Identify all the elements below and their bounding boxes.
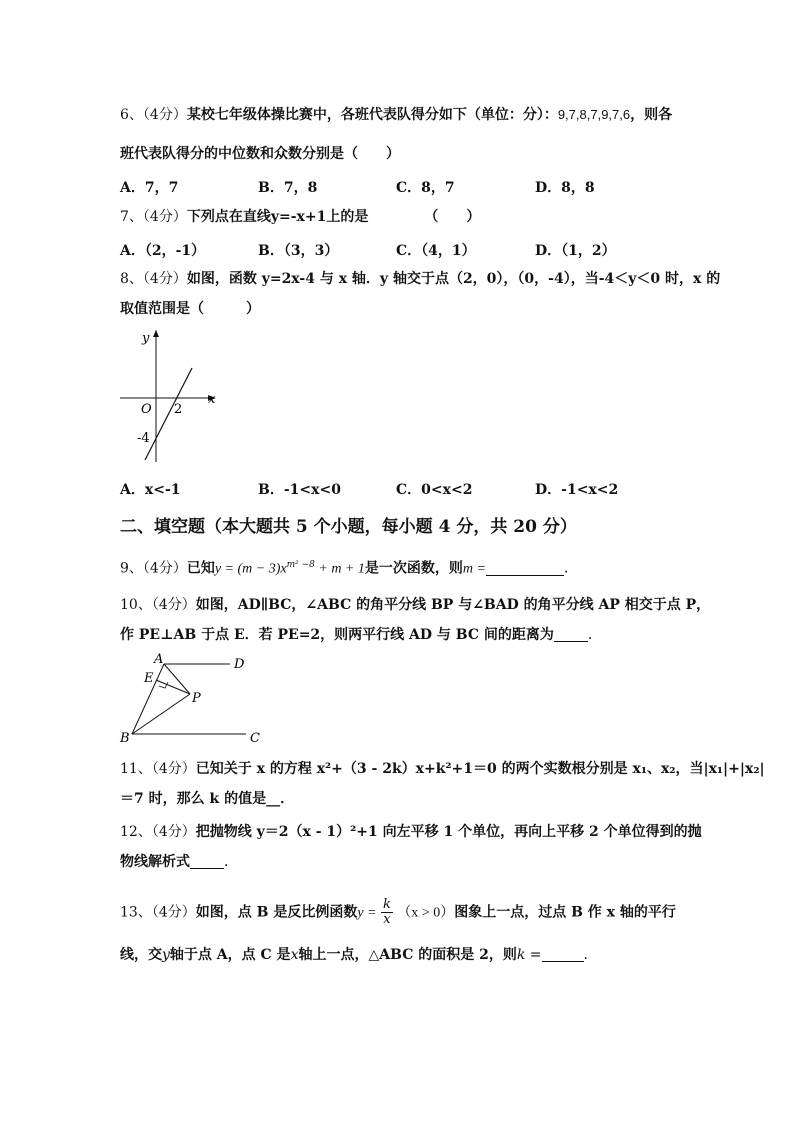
q13-line2-c: 轴上一点，△ABC 的面积是 2，则: [298, 947, 517, 963]
q9-formula-exp: m² −8: [286, 560, 315, 570]
q13-line2-x: x: [290, 947, 299, 963]
q9-formula-b: + m + 1: [314, 561, 365, 577]
q8-number: 8、（4分）: [120, 271, 187, 287]
q9-answer-blank[interactable]: [486, 561, 564, 576]
q11-number: 11、（4分）: [120, 761, 196, 777]
q7-option-c: C．（4，1）: [396, 243, 476, 259]
q11-text1: 已知关于 x 的方程 x²+（3 - 2k）x+k²+1＝0 的两个实数根分别是 x₁、x₂，当|x₁|+|x₂|: [195, 761, 765, 777]
q13-line2: [120, 946, 598, 964]
q6-option-d: D．8，8: [535, 180, 595, 196]
y-tick-label: -4: [137, 431, 150, 446]
q8-option-d: D．-1<x<2: [535, 482, 619, 498]
y-axis-arrow-icon: [153, 330, 159, 337]
q13-line1: [120, 898, 676, 927]
q6-option-b: B．7，8: [258, 180, 318, 196]
q10-figure: [112, 650, 272, 750]
segment-ap: [164, 664, 190, 694]
q9-text-a: 已知: [186, 560, 215, 577]
q10-text2: 作 PE⊥AB 于点 E．若 PE=2，则两平行线 AD 与 BC 间的距离为: [120, 627, 554, 643]
q7-option-b: B．（3，3）: [258, 243, 339, 259]
q13-text-b: 图象上一点，过点 B 作 x 轴的平行: [454, 904, 676, 921]
q11-line2: ＝7 时，那么 k 的值是__．: [120, 791, 295, 807]
x-axis-label: x: [208, 392, 216, 407]
q13-fraction: [381, 898, 393, 927]
x-tick-label: 2: [174, 402, 183, 417]
q12-text1: 把抛物线 y＝2（x - 1）²+1 向左平移 1 个单位，再向上平移 2 个单位得到的抛: [195, 824, 702, 840]
label-c: C: [250, 731, 260, 746]
origin-label: O: [141, 402, 152, 417]
q13-line2-k: k =: [516, 947, 542, 963]
q13-tail: ．: [583, 947, 598, 963]
q8-line1: [120, 270, 720, 288]
q13-frac-den: x: [383, 912, 391, 927]
y-axis-label: y: [142, 331, 150, 346]
q7-line: [120, 208, 480, 226]
q6-text: 某校七年级体操比赛中，各班代表队得分如下（单位：分）：: [186, 107, 558, 123]
q7-number: 7、（4分）: [120, 209, 187, 225]
q9-formula-a: y = (m − 3)x: [214, 561, 287, 577]
q9-line: [120, 556, 578, 579]
q6-line1: [120, 106, 672, 124]
q10-number: 10、（4分）: [120, 597, 196, 613]
q12-text2: 物线解析式: [120, 854, 190, 870]
q12-line2: [120, 853, 238, 871]
q6-option-c: C．8，7: [396, 180, 455, 196]
q12-answer-blank[interactable]: [190, 854, 224, 869]
q6-number: 6、（4分）: [120, 107, 187, 123]
q13-line2-a: 线，交: [120, 947, 162, 963]
q10-answer-blank[interactable]: [554, 627, 588, 642]
q10-tail: ．: [587, 627, 602, 643]
section-title: 二、填空题（本大题共 5 个小题，每小题 4 分，共 20 分）: [120, 517, 577, 537]
q13-answer-blank[interactable]: [542, 947, 584, 962]
q8-option-a: A．x<-1: [120, 482, 181, 498]
label-d: D: [234, 657, 245, 672]
q8-option-c: C．0<x<2: [396, 482, 473, 498]
q7-option-a: A．（2，-1）: [120, 243, 206, 259]
q11-line1: [120, 760, 765, 778]
q6-option-a: A．7，7: [120, 180, 179, 196]
q10-line2: [120, 626, 602, 644]
label-e: E: [144, 671, 154, 686]
q7-paren: （ ）: [424, 209, 481, 225]
q13-frac-num: k: [382, 897, 391, 912]
q10-line1: [120, 596, 710, 614]
q12-number: 12、（4分）: [120, 824, 196, 840]
q6-tail: ，则各: [630, 107, 673, 123]
q6-scores: 9,7,8,7,9,7,6: [557, 107, 631, 122]
q9-number: 9、（4分）: [120, 560, 187, 577]
q9-formula-c: m =: [462, 561, 486, 577]
q8-line2: 取值范围是（ ）: [120, 301, 260, 317]
q13-text-a: 如图，点 B 是反比例函数: [195, 904, 358, 921]
q12-tail: ．: [224, 854, 238, 870]
label-a: A: [154, 652, 164, 667]
q8-graph: [112, 326, 224, 466]
q7-text: 下列点在直线y=-x+1上的是: [186, 209, 369, 225]
label-b: B: [120, 731, 130, 746]
q13-formula-y: y =: [357, 905, 377, 921]
q13-line2-b: 轴于点 A，点 C 是: [169, 947, 291, 963]
q13-formula-cond: （x > 0）: [397, 905, 455, 921]
q9-tail: ．: [563, 560, 578, 577]
q10-text1: 如图，AD∥BC，∠ABC 的角平分线 BP 与∠BAD 的角平分线 AP 相交于点 P，: [195, 597, 711, 613]
q12-line1: [120, 823, 702, 841]
q13-number: 13、（4分）: [120, 904, 196, 921]
q6-line2: 班代表队得分的中位数和众数分别是（ ）: [120, 146, 400, 162]
q13-line2-y: y: [162, 947, 170, 963]
label-p: P: [192, 691, 201, 706]
q8-option-b: B．-1<x<0: [258, 482, 341, 498]
q7-option-d: D．（1，2）: [535, 243, 616, 259]
q8-text: 如图，函数 y=2x-4 与 x 轴．y 轴交于点（2，0），（0，-4），当-4＜y＜0 时，x 的: [186, 271, 721, 287]
q9-text-b: 是一次函数，则: [364, 560, 463, 577]
function-line: [145, 368, 192, 460]
